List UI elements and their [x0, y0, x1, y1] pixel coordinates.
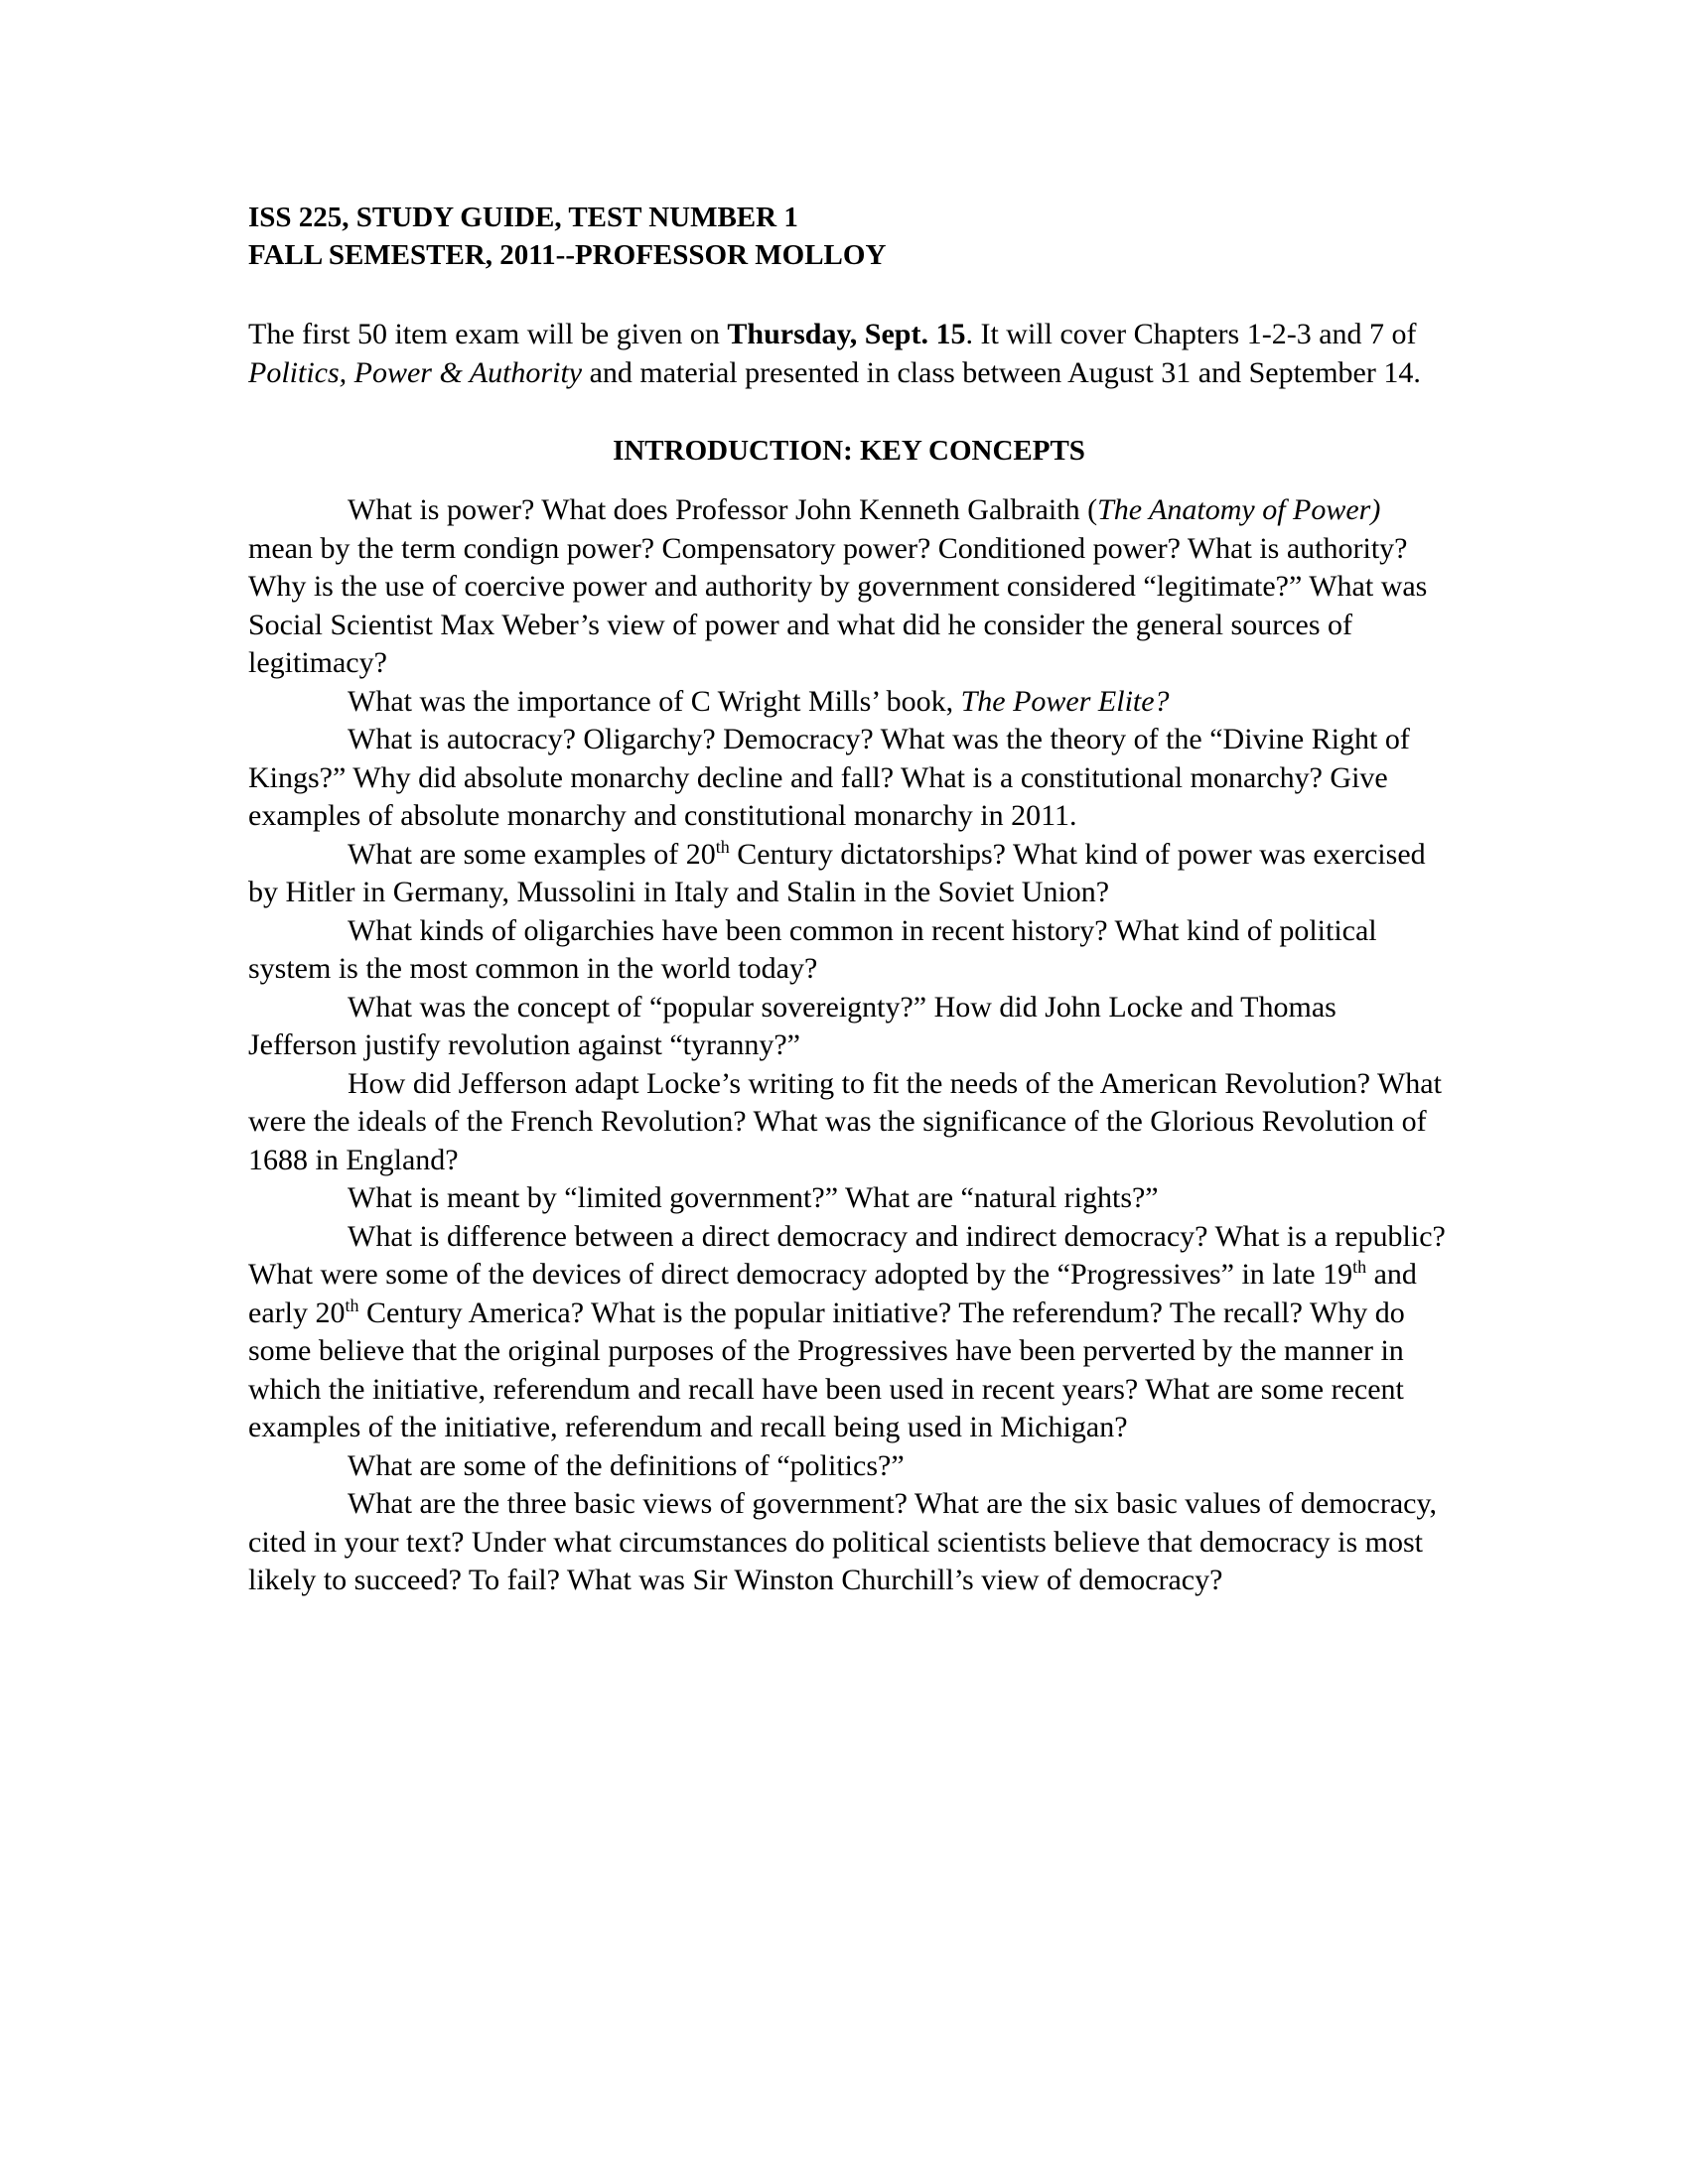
- p9-superscript-2: th: [345, 1295, 359, 1315]
- question-paragraph-sovereignty: What was the concept of “popular sovereignty?” How did John Locke and Thomas Jefferson justify revolution against “tyranny?”: [248, 990, 1336, 1061]
- intro-text-3: and material presented in class between August 31 and September 14.: [582, 355, 1421, 389]
- document-subtitle: FALL SEMESTER, 2011--PROFESSOR MOLLOY: [248, 239, 887, 271]
- p1-text-a: What is power? What does Professor John Kenneth Galbraith (: [348, 493, 1098, 526]
- intro-text-1: The first 50 item exam will be given on: [248, 318, 728, 350]
- question-paragraph-oligarchies: What kinds of oligarchies have been common in recent history? What kind of political system is the most common in the world today?: [248, 913, 1377, 985]
- p4-text-b: Century dictatorships? What kind of power was exercised by Hitler in Germany, Mussolini in Italy and Stalin in the Soviet Union?: [248, 837, 1426, 908]
- question-paragraph-government-views: What are the three basic views of government? What are the six basic values of democracy, cited in your text? Under what circumstances do political scientists believe that democracy is most likely to succeed? To fail? What was Sir Winston Churchill’s view of democracy?: [248, 1487, 1438, 1596]
- p9-text-c: Century America? What is the popular initiative? The referendum? The recall? Why do some believe that the original purposes of the Progressives have been perverted by the manner in which the initiative, referendum and recall have been used in recent years? What are some recent examples of the initiative, referendum and recall being used in Michigan?: [248, 1296, 1405, 1443]
- question-paragraph-power: [248, 491, 1450, 683]
- question-paragraph-mills: [248, 683, 1450, 722]
- p9-text-b: and early 20: [248, 1258, 1417, 1329]
- p9-superscript-1: th: [1352, 1257, 1367, 1277]
- question-paragraph-limited-government: What is meant by “limited government?” What are “natural rights?”: [348, 1181, 1159, 1214]
- question-paragraph-monarchy: What is autocracy? Oligarchy? Democracy? What was the theory of the “Divine Right of Kings?” Why did absolute monarchy decline and fall? What is a constitutional monarchy? Give examples of absolute monarchy and constitutional monarchy in 2011.: [248, 723, 1410, 832]
- p1-book-title: The Anatomy of Power): [1097, 493, 1381, 526]
- intro-text-2: . It will cover Chapters 1-2-3 and 7 of: [965, 318, 1417, 350]
- textbook-title: Politics, Power & Authority: [248, 355, 583, 389]
- question-paragraph-direct-democracy: [248, 1218, 1450, 1447]
- exam-intro-paragraph: [248, 316, 1450, 392]
- section-heading: INTRODUCTION: KEY CONCEPTS: [613, 435, 1085, 467]
- question-paragraph-revolution: How did Jefferson adapt Locke’s writing to fit the needs of the American Revolution? What were the ideals of the French Revolution? What was the significance of the Glorious Revolution of 1688 in England?: [248, 1066, 1442, 1176]
- question-paragraph-dictatorships: [248, 836, 1450, 912]
- document-page: [248, 199, 1450, 1600]
- p4-text-a: What are some examples of 20: [348, 837, 716, 871]
- p4-superscript: th: [715, 836, 730, 857]
- study-questions: [248, 491, 1450, 1600]
- question-paragraph-politics: What are some of the definitions of “politics?”: [348, 1448, 905, 1482]
- p1-text-b: mean by the term condign power? Compensatory power? Conditioned power? What is authority? Why is the use of coercive power and authority by government considered “legitimate?” What was Social Scientist Max Weber’s view of power and what did he consider the general sources of legitimacy?: [248, 531, 1428, 679]
- p9-text-a: What is difference between a direct democracy and indirect democracy? What is a republic? What were some of the devices of direct democracy adopted by the “Progressives” in late 19: [248, 1219, 1446, 1291]
- p2-text-a: What was the importance of C Wright Mills’ book,: [348, 684, 961, 718]
- document-title: ISS 225, STUDY GUIDE, TEST NUMBER 1: [248, 202, 798, 233]
- exam-date: Thursday, Sept. 15: [727, 318, 966, 350]
- p2-book-title: The Power Elite?: [960, 684, 1170, 718]
